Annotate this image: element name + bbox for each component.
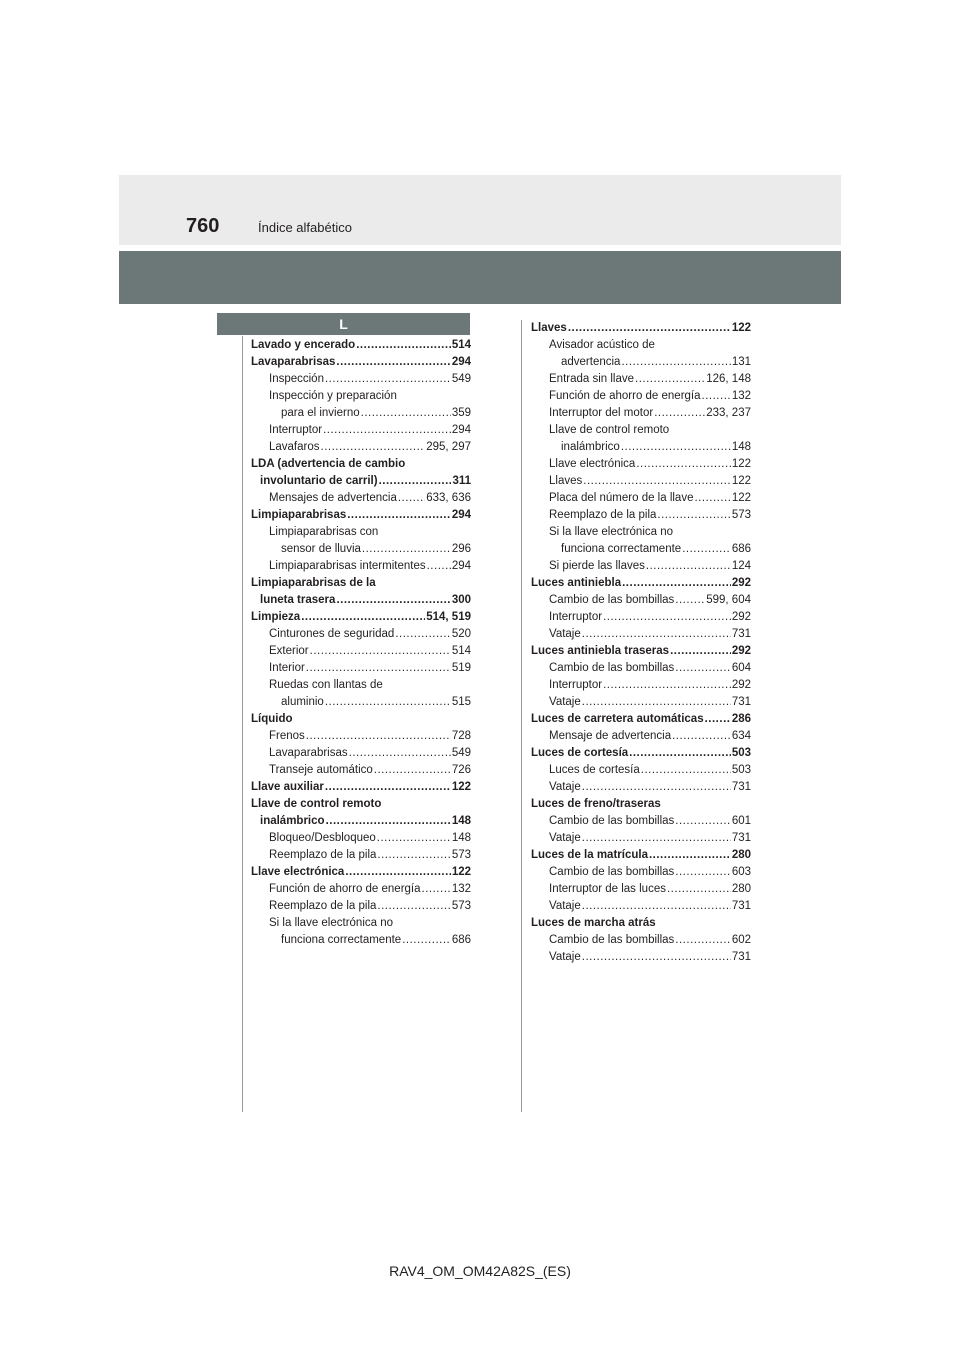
- dot-leader: [657, 507, 730, 524]
- index-entry: [531, 915, 751, 932]
- index-entry: [251, 456, 471, 473]
- entry-page-ref: 604: [731, 662, 751, 674]
- index-column-left: [251, 337, 471, 949]
- entry-label: Luces de la matrícula: [531, 849, 648, 861]
- index-entry: [531, 898, 751, 915]
- dot-leader: [395, 626, 451, 643]
- entry-label: Inspección y preparación: [269, 390, 397, 402]
- dot-leader: [301, 609, 425, 626]
- entry-label: Interior: [269, 662, 305, 674]
- entry-label: inalámbrico: [260, 815, 325, 827]
- entry-label: luneta trasera: [260, 594, 336, 606]
- dot-leader: [694, 490, 730, 507]
- index-entry: [251, 439, 471, 456]
- entry-page-ref: 124: [731, 560, 751, 572]
- entry-label: Lavado y encerado: [251, 339, 356, 351]
- entry-label: funciona correctamente: [281, 934, 402, 946]
- entry-page-ref: 602: [731, 934, 751, 946]
- entry-label: Luces de marcha atrás: [531, 917, 656, 929]
- index-entry: [251, 507, 471, 524]
- entry-label: Placa del número de la llave: [549, 492, 694, 504]
- entry-label: Interruptor: [269, 424, 323, 436]
- dot-leader: [422, 881, 451, 898]
- dot-leader: [325, 779, 451, 796]
- index-entry: [251, 847, 471, 864]
- index-entry: [531, 745, 751, 762]
- entry-page-ref: 294: [451, 424, 471, 436]
- dot-leader: [349, 745, 451, 762]
- entry-label: Lavaparabrisas: [269, 747, 348, 759]
- entry-page-ref: 633, 636: [426, 492, 471, 504]
- entry-label: Cambio de las bombillas: [549, 934, 675, 946]
- index-entry: [531, 813, 751, 830]
- entry-label: Llave auxiliar: [251, 781, 324, 793]
- entry-page-ref: 131: [731, 356, 751, 368]
- dot-leader: [336, 592, 450, 609]
- entry-page-ref: 292: [731, 645, 751, 657]
- entry-page-ref: 292: [731, 679, 751, 691]
- entry-page-ref: 292: [731, 611, 751, 623]
- entry-label: Luces de freno/traseras: [531, 798, 661, 810]
- entry-page-ref: 549: [451, 747, 471, 759]
- index-entry: [531, 711, 751, 728]
- entry-page-ref: 311: [452, 475, 471, 487]
- index-entry: [251, 388, 471, 405]
- dot-leader: [362, 541, 451, 558]
- entry-page-ref: 233, 237: [706, 407, 751, 419]
- index-entry: [251, 881, 471, 898]
- entry-page-ref: 359: [451, 407, 471, 419]
- index-entry: [531, 354, 751, 371]
- dot-leader: [582, 830, 731, 847]
- entry-page-ref: 515: [451, 696, 471, 708]
- entry-page-ref: 731: [731, 628, 751, 640]
- index-entry: [251, 473, 471, 490]
- entry-label: Luces de carretera automáticas: [531, 713, 704, 725]
- dot-leader: [667, 881, 731, 898]
- entry-label: Llaves: [531, 322, 567, 334]
- entry-label: Llave electrónica: [549, 458, 636, 470]
- entry-label: para el invierno: [281, 407, 360, 419]
- entry-label: aluminio: [281, 696, 324, 708]
- dot-leader: [621, 354, 730, 371]
- index-entry: [251, 524, 471, 541]
- dot-leader: [622, 575, 731, 592]
- entry-label: Llaves: [549, 475, 583, 487]
- entry-label: Reemplazo de la pila: [269, 849, 377, 861]
- entry-page-ref: 122: [731, 492, 751, 504]
- index-entry: [531, 575, 751, 592]
- entry-label: Vataje: [549, 696, 581, 708]
- index-entry: [251, 830, 471, 847]
- index-entry: [251, 694, 471, 711]
- entry-page-ref: 549: [451, 373, 471, 385]
- index-entry: [531, 762, 751, 779]
- entry-page-ref: 519: [451, 662, 471, 674]
- index-entry: [531, 643, 751, 660]
- index-entry: [251, 643, 471, 660]
- index-entry: [531, 864, 751, 881]
- entry-label: Vataje: [549, 832, 581, 844]
- entry-label: Cambio de las bombillas: [549, 594, 675, 606]
- entry-page-ref: 122: [731, 458, 751, 470]
- entry-page-ref: 132: [731, 390, 751, 402]
- letter-heading: L: [217, 313, 470, 335]
- index-entry: [251, 541, 471, 558]
- entry-label: Limpiaparabrisas: [251, 509, 347, 521]
- entry-label: involuntario de carril): [260, 475, 378, 487]
- dot-leader: [582, 779, 731, 796]
- entry-label: Mensajes de advertencia: [269, 492, 397, 504]
- index-entry: [251, 371, 471, 388]
- index-entry: [251, 745, 471, 762]
- entry-label: Exterior: [269, 645, 309, 657]
- entry-page-ref: 514: [451, 339, 471, 351]
- index-entry: [531, 320, 751, 337]
- entry-page-ref: 148: [451, 832, 471, 844]
- index-entry: [531, 779, 751, 796]
- entry-label: Luces de cortesía: [549, 764, 640, 776]
- entry-page-ref: 296: [451, 543, 471, 555]
- dot-leader: [325, 371, 451, 388]
- index-entry: [531, 388, 751, 405]
- index-column-right: [531, 320, 751, 966]
- index-entry: [251, 422, 471, 439]
- entry-label: Llave electrónica: [251, 866, 345, 878]
- index-entry: [531, 524, 751, 541]
- entry-label: Vataje: [549, 781, 581, 793]
- entry-page-ref: 731: [731, 696, 751, 708]
- entry-page-ref: 731: [731, 951, 751, 963]
- dot-leader: [326, 813, 451, 830]
- entry-page-ref: 603: [731, 866, 751, 878]
- entry-page-ref: 148: [451, 815, 471, 827]
- index-entry: [251, 762, 471, 779]
- index-entry: [251, 728, 471, 745]
- dot-leader: [702, 388, 731, 405]
- dot-leader: [361, 405, 451, 422]
- dot-leader: [374, 762, 451, 779]
- index-entry: [251, 813, 471, 830]
- entry-label: Si pierde las llaves: [549, 560, 645, 572]
- index-entry: [251, 915, 471, 932]
- index-entry: [531, 660, 751, 677]
- index-entry: [531, 932, 751, 949]
- entry-page-ref: 728: [451, 730, 471, 742]
- dot-leader: [675, 864, 731, 881]
- entry-label: Cinturones de seguridad: [269, 628, 395, 640]
- section-title: Índice alfabético: [258, 220, 352, 235]
- index-entry: [531, 439, 751, 456]
- index-entry: [531, 422, 751, 439]
- index-entry: [531, 609, 751, 626]
- dot-leader: [675, 932, 731, 949]
- entry-page-ref: 514: [451, 645, 471, 657]
- index-entry: [531, 490, 751, 507]
- index-entry: [251, 932, 471, 949]
- dot-leader: [321, 439, 426, 456]
- entry-label: inalámbrico: [561, 441, 620, 453]
- entry-page-ref: 599, 604: [706, 594, 751, 606]
- index-entry: [251, 796, 471, 813]
- index-entry: [531, 558, 751, 575]
- entry-page-ref: 294: [451, 356, 471, 368]
- header-band: [119, 175, 841, 245]
- entry-page-ref: 295, 297: [426, 441, 471, 453]
- entry-label: Reemplazo de la pila: [549, 509, 657, 521]
- entry-page-ref: 122: [451, 866, 471, 878]
- index-entry: [251, 779, 471, 796]
- index-entry: [251, 354, 471, 371]
- entry-page-ref: 294: [451, 509, 471, 521]
- index-entry: [531, 507, 751, 524]
- entry-label: sensor de lluvia: [281, 543, 361, 555]
- index-entry: [251, 405, 471, 422]
- header-dark-bar: [119, 251, 841, 304]
- entry-page-ref: 726: [451, 764, 471, 776]
- dot-leader: [325, 694, 451, 711]
- index-entry: [251, 898, 471, 915]
- dot-leader: [635, 371, 705, 388]
- entry-label: Luces antiniebla: [531, 577, 622, 589]
- index-entry: [251, 337, 471, 354]
- index-entry: [251, 711, 471, 728]
- dot-leader: [582, 626, 731, 643]
- entry-page-ref: 573: [731, 509, 751, 521]
- index-entry: [531, 456, 751, 473]
- dot-leader: [583, 473, 731, 490]
- entry-label: Líquido: [251, 713, 293, 725]
- dot-leader: [672, 728, 731, 745]
- dot-leader: [675, 660, 731, 677]
- entry-page-ref: 520: [451, 628, 471, 640]
- dot-leader: [347, 507, 451, 524]
- entry-page-ref: 686: [451, 934, 471, 946]
- entry-page-ref: 514, 519: [426, 611, 471, 623]
- dot-leader: [641, 762, 731, 779]
- entry-label: Limpiaparabrisas de la: [251, 577, 376, 589]
- entry-page-ref: 126, 148: [706, 373, 751, 385]
- index-entry: [251, 626, 471, 643]
- index-entry: [531, 949, 751, 966]
- entry-page-ref: 601: [731, 815, 751, 827]
- entry-page-ref: 148: [731, 441, 751, 453]
- dot-leader: [306, 660, 451, 677]
- entry-page-ref: 292: [731, 577, 751, 589]
- entry-label: Cambio de las bombillas: [549, 662, 675, 674]
- entry-label: Mensaje de advertencia: [549, 730, 672, 742]
- entry-label: Interruptor: [549, 611, 603, 623]
- dot-leader: [323, 422, 451, 439]
- entry-label: Limpiaparabrisas con: [269, 526, 379, 538]
- dot-leader: [377, 830, 451, 847]
- dot-leader: [345, 864, 450, 881]
- entry-label: Interruptor del motor: [549, 407, 654, 419]
- index-entry: [531, 847, 751, 864]
- index-entry: [531, 830, 751, 847]
- entry-page-ref: 503: [731, 747, 751, 759]
- entry-page-ref: 294: [451, 560, 471, 572]
- dot-leader: [582, 898, 731, 915]
- dot-leader: [427, 558, 451, 575]
- dot-leader: [603, 677, 731, 694]
- entry-label: Vataje: [549, 900, 581, 912]
- dot-leader: [682, 541, 731, 558]
- dot-leader: [310, 643, 451, 660]
- document-footer: RAV4_OM_OM42A82S_(ES): [389, 1263, 571, 1279]
- entry-label: Entrada sin llave: [549, 373, 635, 385]
- index-entry: [531, 881, 751, 898]
- entry-page-ref: 686: [731, 543, 751, 555]
- dot-leader: [306, 728, 451, 745]
- entry-page-ref: 122: [731, 322, 751, 334]
- entry-page-ref: 280: [731, 883, 751, 895]
- dot-leader: [705, 711, 731, 728]
- entry-label: Función de ahorro de energía: [549, 390, 701, 402]
- entry-label: advertencia: [561, 356, 621, 368]
- entry-label: Luces de cortesía: [531, 747, 629, 759]
- index-entry: [251, 864, 471, 881]
- entry-label: Limpiaparabrisas intermitentes: [269, 560, 426, 572]
- index-entry: [251, 558, 471, 575]
- dot-leader: [568, 320, 731, 337]
- dot-leader: [621, 439, 731, 456]
- index-entry: [531, 371, 751, 388]
- index-entry: [531, 405, 751, 422]
- entry-label: Lavafaros: [269, 441, 320, 453]
- entry-page-ref: 634: [731, 730, 751, 742]
- entry-label: funciona correctamente: [561, 543, 682, 555]
- entry-label: Inspección: [269, 373, 324, 385]
- dot-leader: [379, 473, 452, 490]
- dot-leader: [636, 456, 731, 473]
- entry-label: Función de ahorro de energía: [269, 883, 421, 895]
- dot-leader: [377, 898, 450, 915]
- entry-label: Lavaparabrisas: [251, 356, 336, 368]
- dot-leader: [402, 932, 451, 949]
- entry-label: Luces antiniebla traseras: [531, 645, 670, 657]
- entry-label: Si la llave electrónica no: [549, 526, 674, 538]
- entry-label: Bloqueo/Desbloqueo: [269, 832, 376, 844]
- entry-page-ref: 573: [451, 900, 471, 912]
- index-entry: [531, 694, 751, 711]
- index-entry: [251, 660, 471, 677]
- column-divider-left: [242, 336, 243, 1112]
- entry-label: Llave de control remoto: [251, 798, 382, 810]
- index-entry: [531, 626, 751, 643]
- entry-label: Transeje automático: [269, 764, 373, 776]
- page-number: 760: [186, 215, 220, 237]
- dot-leader: [675, 813, 731, 830]
- entry-page-ref: 300: [451, 594, 471, 606]
- dot-leader: [629, 745, 731, 762]
- entry-label: Llave de control remoto: [549, 424, 670, 436]
- index-entry: [531, 796, 751, 813]
- entry-page-ref: 280: [731, 849, 751, 861]
- entry-page-ref: 122: [451, 781, 471, 793]
- dot-leader: [582, 694, 731, 711]
- column-divider-right: [521, 320, 522, 1112]
- entry-label: Interruptor de las luces: [549, 883, 666, 895]
- dot-leader: [670, 643, 731, 660]
- entry-page-ref: 286: [731, 713, 751, 725]
- index-entry: [531, 473, 751, 490]
- index-entry: [531, 677, 751, 694]
- entry-label: Si la llave electrónica no: [269, 917, 394, 929]
- dot-leader: [336, 354, 450, 371]
- entry-page-ref: 731: [731, 781, 751, 793]
- entry-page-ref: 731: [731, 832, 751, 844]
- dot-leader: [398, 490, 425, 507]
- index-entry: [251, 490, 471, 507]
- index-entry: [531, 728, 751, 745]
- index-entry: [531, 541, 751, 558]
- index-entry: [531, 592, 751, 609]
- entry-label: Vataje: [549, 951, 581, 963]
- index-entry: [251, 609, 471, 626]
- index-entry: [251, 677, 471, 694]
- entry-page-ref: 132: [451, 883, 471, 895]
- dot-leader: [649, 847, 731, 864]
- entry-page-ref: 503: [731, 764, 751, 776]
- dot-leader: [675, 592, 705, 609]
- dot-leader: [603, 609, 731, 626]
- entry-page-ref: 573: [451, 849, 471, 861]
- entry-label: LDA (advertencia de cambio: [251, 458, 406, 470]
- index-entry: [531, 337, 751, 354]
- entry-label: Interruptor: [549, 679, 603, 691]
- entry-label: Vataje: [549, 628, 581, 640]
- dot-leader: [646, 558, 731, 575]
- entry-label: Cambio de las bombillas: [549, 815, 675, 827]
- entry-label: Frenos: [269, 730, 305, 742]
- entry-label: Avisador acústico de: [549, 339, 655, 351]
- entry-label: Ruedas con llantas de: [269, 679, 383, 691]
- index-entry: [251, 592, 471, 609]
- dot-leader: [377, 847, 450, 864]
- entry-label: Limpieza: [251, 611, 301, 623]
- dot-leader: [582, 949, 731, 966]
- entry-label: Reemplazo de la pila: [269, 900, 377, 912]
- index-entry: [251, 575, 471, 592]
- entry-page-ref: 731: [731, 900, 751, 912]
- dot-leader: [356, 337, 451, 354]
- dot-leader: [654, 405, 705, 422]
- entry-page-ref: 122: [731, 475, 751, 487]
- entry-label: Cambio de las bombillas: [549, 866, 675, 878]
